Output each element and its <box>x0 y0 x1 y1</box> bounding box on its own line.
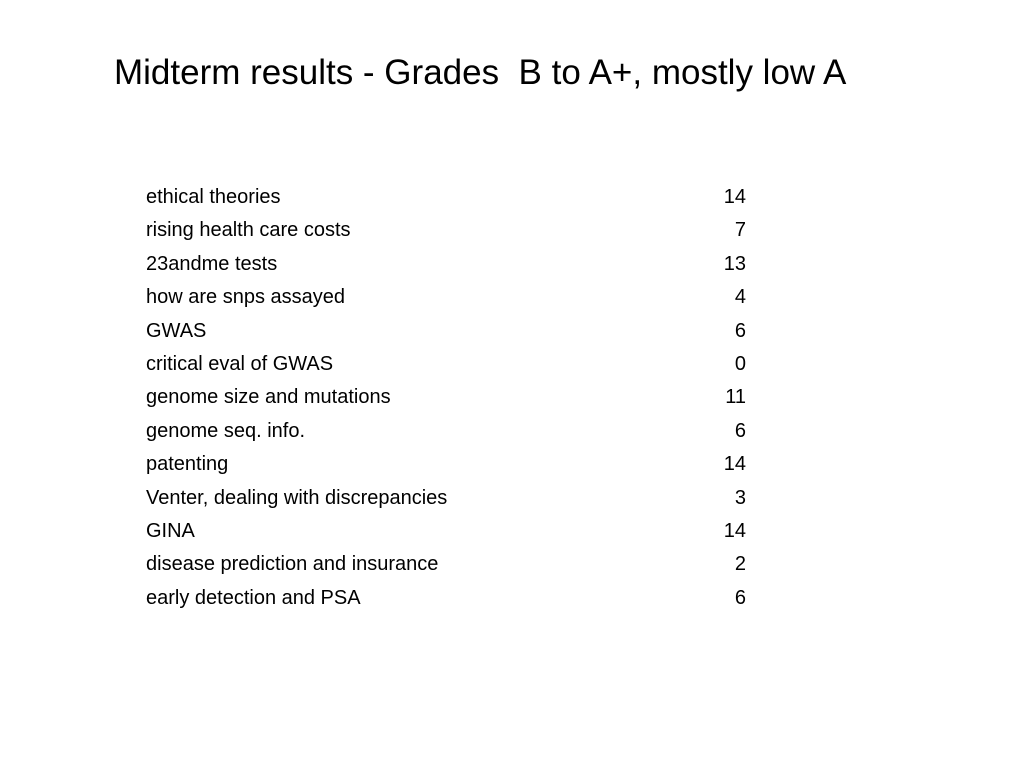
topic-count: 14 <box>723 519 746 542</box>
topic-table <box>146 181 746 615</box>
topic-count: 14 <box>723 453 746 476</box>
topic-label: critical eval of GWAS <box>146 352 334 375</box>
table-row <box>146 582 746 615</box>
topic-label: genome seq. info. <box>146 419 305 442</box>
table-row <box>146 448 746 481</box>
topic-count: 14 <box>723 186 746 208</box>
topic-count: 7 <box>734 219 746 242</box>
topic-label: early detection and PSA <box>146 586 361 609</box>
table-row <box>146 515 746 548</box>
topic-count: 4 <box>734 286 746 309</box>
table-row <box>146 248 746 281</box>
topic-label: rising health care costs <box>146 219 351 242</box>
table-row <box>146 415 746 448</box>
topic-count: 11 <box>725 386 746 409</box>
topic-count: 6 <box>734 419 746 442</box>
table-row <box>146 214 746 247</box>
topic-count: 13 <box>723 252 746 275</box>
topic-count: 6 <box>734 586 746 609</box>
topic-label: 23andme tests <box>146 252 278 275</box>
table-row <box>146 548 746 581</box>
table-row <box>146 281 746 314</box>
topic-label: GWAS <box>146 319 207 342</box>
table-row <box>146 181 746 214</box>
topic-count: 0 <box>734 352 746 375</box>
topic-label: GINA <box>146 519 195 542</box>
topic-label: how are snps assayed <box>146 286 346 309</box>
topic-count: 2 <box>734 553 746 576</box>
topic-label: ethical theories <box>146 186 281 208</box>
topic-label: Venter, dealing with discrepancies <box>146 486 448 509</box>
topic-count: 3 <box>734 486 746 509</box>
table-row <box>146 381 746 414</box>
slide-title: Midterm results - Grades B to A+, mostly low A <box>114 53 847 92</box>
topic-label: genome size and mutations <box>146 386 391 409</box>
topic-count: 6 <box>734 319 746 342</box>
topic-label: disease prediction and insurance <box>146 553 439 576</box>
table-row <box>146 348 746 381</box>
table-row <box>146 315 746 348</box>
table-row <box>146 482 746 515</box>
topic-label: patenting <box>146 453 229 476</box>
